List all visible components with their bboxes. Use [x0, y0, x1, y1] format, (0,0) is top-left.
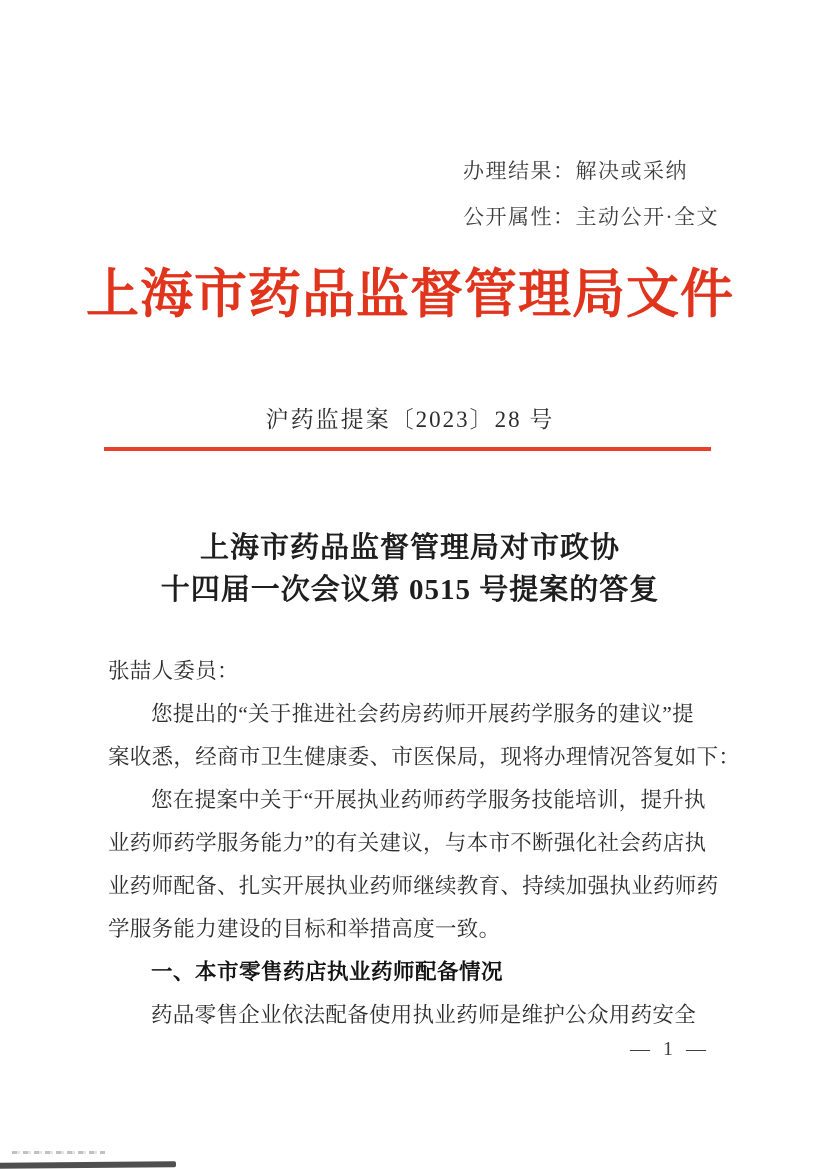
document-number: 沪药监提案〔2023〕28 号 — [265, 407, 555, 432]
body-line: 业药师配备、扎实开展执业药师继续教育、持续加强执业药师药 — [108, 874, 719, 898]
page-number: — 1 — — [630, 1038, 710, 1060]
agency-banner-title: 上海市药品监督管理局文件 — [86, 266, 734, 324]
red-divider-rule — [104, 447, 711, 451]
scan-artifact-smudge — [12, 1151, 105, 1154]
salutation-line: 张喆人委员： — [108, 659, 239, 683]
title-line-1: 上海市药品监督管理局对市政协 — [199, 532, 620, 564]
section-heading: 一、本市零售药店执业药师配备情况 — [151, 960, 504, 984]
handling-result-line: 办理结果：解决或采纳 — [463, 159, 688, 183]
body-line: 您提出的“关于推进社会药房药师开展药学服务的建议”提 — [151, 702, 694, 726]
body-line: 您在提案中关于“开展执业药师药学服务技能培训，提升执 — [151, 788, 706, 812]
body-text — [108, 650, 741, 1037]
publicity-attribute-line: 公开属性：主动公开·全文 — [463, 205, 719, 229]
body-line: 药品零售企业依法配备使用执业药师是维护公众用药安全 — [151, 1003, 697, 1027]
body-line: 学服务能力建设的目标和举措高度一致。 — [108, 917, 501, 941]
header-meta — [463, 148, 719, 240]
document-title — [0, 527, 820, 611]
body-line: 案收悉，经商市卫生健康委、市医保局，现将办理情况答复如下： — [108, 745, 741, 769]
body-line: 业药师药学服务能力”的有关建议，与本市不断强化社会药店执 — [108, 831, 707, 855]
title-line-2: 十四届一次会议第 0515 号提案的答复 — [160, 574, 660, 606]
scan-artifact-page-edge — [0, 1161, 176, 1169]
